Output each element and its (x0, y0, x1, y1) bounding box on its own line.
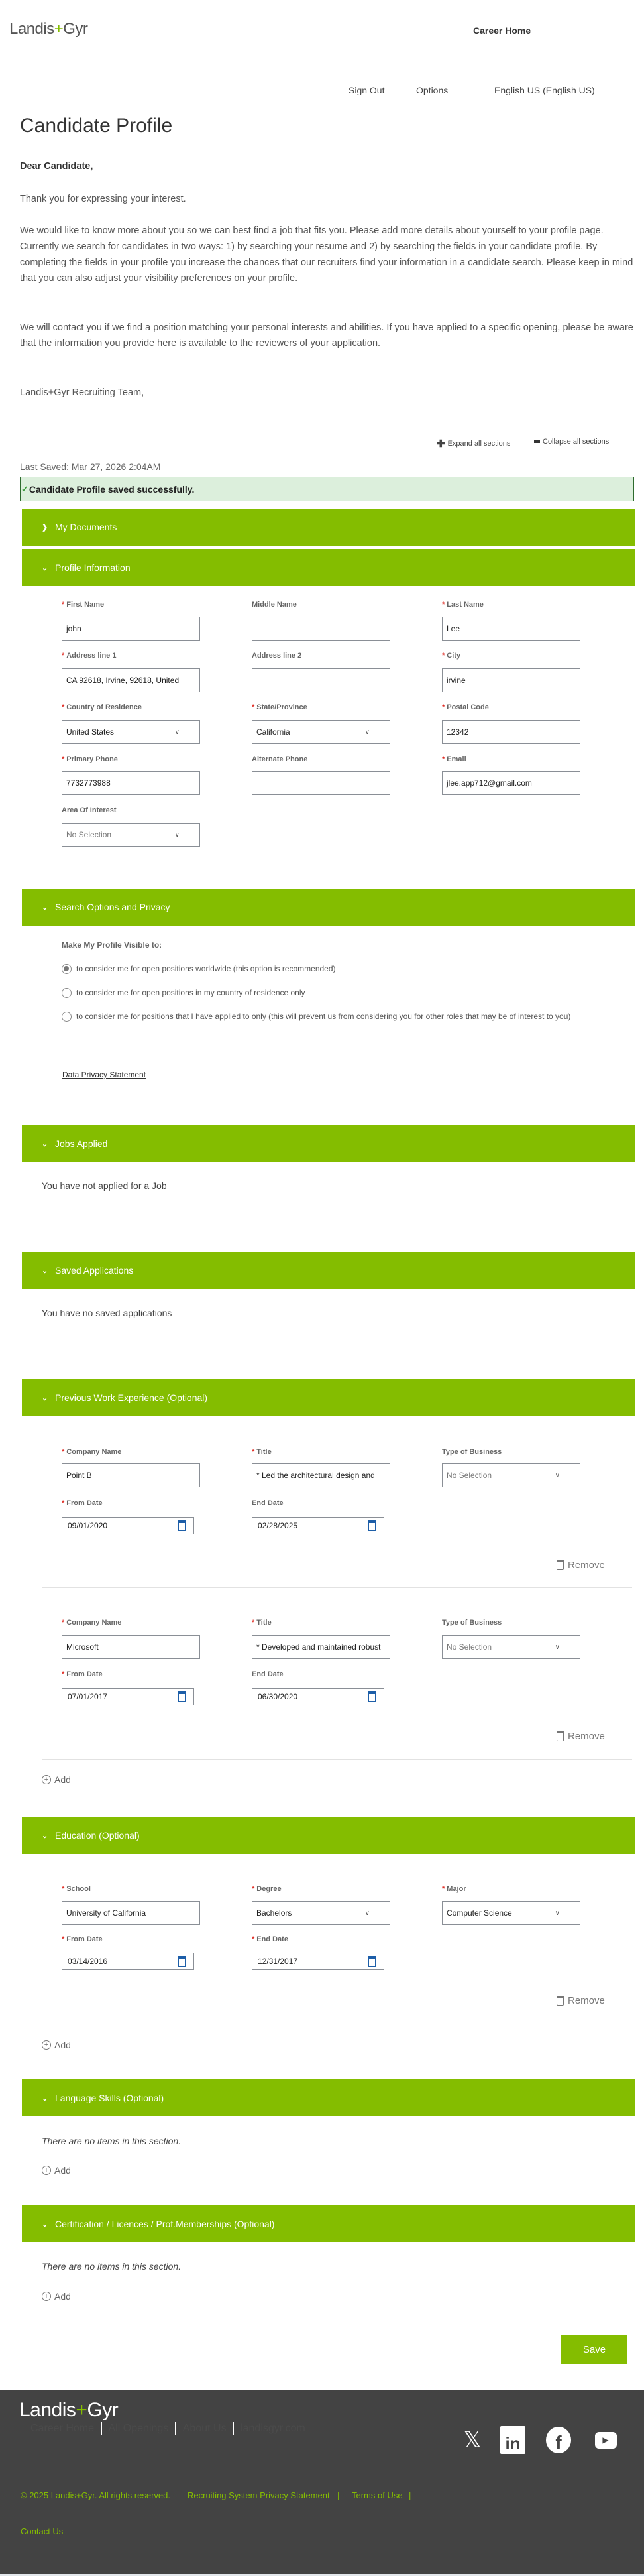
add-work-button[interactable] (42, 1774, 71, 1785)
intro-paragraph-2: We will contact you if we find a position matching your personal interests and abilities. If you have applied to a specific opening, please be aware that the information you provide here is available to the reviewers of your application. (20, 322, 633, 349)
divider (42, 1587, 632, 1588)
plus-circle-icon: + (42, 1775, 51, 1784)
section-title: Education (Optional) (55, 1830, 140, 1841)
radio-unselected[interactable] (62, 988, 72, 998)
remove-label: Remove (568, 1560, 605, 1571)
option-label: to consider me for positions that I have applied to only (this will prevent us from considering you for other roles that may be of interest to you) (76, 1012, 571, 1021)
logo-text: Landis (19, 2399, 76, 2421)
intro-signoff: Landis+Gyr Recruiting Team, (20, 387, 144, 398)
plus-circle-icon: + (42, 2292, 51, 2301)
remove-label: Remove (568, 1995, 605, 2006)
calendar-icon[interactable] (178, 1956, 186, 1967)
visibility-option-country[interactable] (62, 987, 625, 999)
end-date-label: End Date (252, 1670, 284, 1678)
address2-label: Address line 2 (252, 652, 302, 660)
date-value: 09/01/2020 (68, 1521, 108, 1530)
primary-phone-input[interactable]: 7732773988 (62, 771, 200, 795)
options-link[interactable]: Options (416, 85, 449, 95)
add-label: Add (54, 2040, 71, 2050)
email-label: * Email (442, 755, 466, 763)
chevron-down-icon: ∨ (555, 1471, 560, 1479)
state-value: California (256, 727, 290, 737)
area-of-interest-label: Area Of Interest (62, 806, 117, 814)
add-label: Add (54, 2291, 71, 2301)
remove-education-button[interactable] (557, 1995, 605, 2006)
end-date-input[interactable] (252, 1517, 384, 1534)
date-value: 07/01/2017 (68, 1692, 108, 1701)
sign-out-link[interactable]: Sign Out (349, 85, 385, 95)
chevron-down-icon: ⌄ (42, 1394, 48, 1402)
calendar-icon[interactable] (178, 1520, 186, 1531)
degree-value: Bachelors (256, 1908, 292, 1918)
section-title: Language Skills (Optional) (55, 2093, 164, 2103)
company-input[interactable]: Point B (62, 1463, 200, 1487)
major-select[interactable] (442, 1901, 580, 1925)
title-input[interactable]: * Developed and maintained robust (252, 1635, 390, 1659)
trash-icon (557, 1731, 564, 1741)
city-input[interactable]: irvine (442, 668, 580, 692)
section-title: Saved Applications (55, 1265, 134, 1276)
language-empty: There are no items in this section. (42, 2136, 182, 2146)
title-label: * Title (252, 1619, 272, 1626)
youtube-icon[interactable]: ▶ (593, 2426, 618, 2454)
calendar-icon[interactable] (178, 1691, 186, 1702)
chevron-down-icon: ⌄ (42, 1831, 48, 1840)
from-date-label: * From Date (62, 1935, 103, 1943)
last-name-label: * Last Name (442, 601, 484, 609)
end-date-label: End Date (252, 1499, 284, 1507)
footer-links (30, 2422, 305, 2435)
saved-applications-empty: You have no saved applications (42, 1308, 172, 1318)
business-type-label: Type of Business (442, 1619, 502, 1626)
chevron-down-icon: ⌄ (42, 903, 48, 912)
state-select[interactable] (252, 720, 390, 744)
section-title: My Documents (55, 522, 117, 532)
cert-empty: There are no items in this section. (42, 2261, 182, 2272)
city-label: * City (442, 652, 461, 660)
date-value: 06/30/2020 (258, 1692, 298, 1701)
section-work-experience[interactable] (22, 1379, 635, 1416)
footer-landisgyr-com[interactable]: landisgyr.com (241, 2423, 305, 2435)
visibility-label: Make My Profile Visible to: (62, 940, 162, 950)
end-date-input[interactable] (252, 1688, 384, 1705)
date-value: 12/31/2017 (258, 1957, 298, 1966)
address2-input[interactable] (252, 668, 390, 692)
country-label: * Country of Residence (62, 704, 142, 711)
calendar-icon[interactable] (368, 1956, 376, 1967)
success-banner (20, 477, 634, 501)
visibility-option-applied-only[interactable] (62, 1011, 625, 1023)
landis-gyr-logo[interactable] (9, 20, 87, 38)
logo-text-end: Gyr (87, 2399, 119, 2421)
plus-circle-icon: + (42, 2166, 51, 2175)
school-input[interactable]: University of California (62, 1901, 200, 1925)
separator: | (409, 2490, 411, 2500)
middle-name-label: Middle Name (252, 601, 297, 609)
section-jobs-applied[interactable] (22, 1125, 635, 1162)
success-message: Candidate Profile saved successfully. (28, 483, 195, 495)
intro-thanks: Thank you for expressing your interest. (20, 194, 186, 204)
end-date-label: * End Date (252, 1935, 288, 1943)
country-select[interactable] (62, 720, 200, 744)
date-value: 03/14/2016 (68, 1957, 108, 1966)
separator: | (337, 2490, 340, 2500)
plus-icon: ✚ (437, 438, 445, 450)
copyright: © 2025 Landis+Gyr. All rights reserved. (21, 2490, 171, 2500)
business-type-select[interactable] (442, 1635, 580, 1659)
footer-about-us[interactable]: About Us (182, 2423, 227, 2435)
add-education-button[interactable] (42, 2040, 71, 2050)
first-name-input[interactable]: john (62, 617, 200, 641)
option-label: to consider me for open positions worldwide (this option is recommended) (76, 964, 336, 973)
chevron-down-icon: ∨ (364, 728, 370, 736)
linkedin-icon[interactable]: in (500, 2426, 525, 2454)
jobs-applied-empty: You have not applied for a Job (42, 1180, 167, 1191)
trash-icon (557, 1560, 564, 1570)
from-date-label: * From Date (62, 1670, 103, 1678)
greeting: Dear Candidate, (20, 161, 93, 172)
chevron-down-icon: ⌄ (42, 1266, 48, 1275)
calendar-icon[interactable] (368, 1520, 376, 1531)
section-language-skills[interactable] (22, 2079, 635, 2116)
company-label: * Company Name (62, 1619, 122, 1626)
area-of-interest-select[interactable] (62, 823, 200, 847)
add-label: Add (54, 1774, 71, 1785)
separator (233, 2422, 235, 2435)
from-date-input[interactable] (62, 1517, 194, 1534)
logo-plus: + (76, 2399, 87, 2421)
section-certifications[interactable] (22, 2205, 635, 2242)
from-date-input[interactable] (62, 1688, 194, 1705)
trash-icon (557, 1996, 564, 2006)
chevron-down-icon: ∨ (174, 831, 180, 839)
minus-icon (534, 440, 540, 443)
section-profile-information[interactable] (22, 549, 635, 586)
country-value: United States (66, 727, 115, 737)
chevron-down-icon: ∨ (555, 1909, 560, 1917)
calendar-icon[interactable] (368, 1691, 376, 1702)
privacy-statement-link[interactable]: Recruiting System Privacy Statement (188, 2490, 330, 2500)
separator (175, 2422, 176, 2435)
section-education[interactable] (22, 1817, 635, 1854)
remove-work-button[interactable] (557, 1731, 605, 1742)
section-saved-applications[interactable] (22, 1252, 635, 1289)
career-home-link[interactable]: Career Home (473, 25, 531, 36)
address1-label: * Address line 1 (62, 652, 117, 660)
add-label: Add (54, 2165, 71, 2176)
logo-text: Landis (9, 20, 54, 38)
first-name-label: * First Name (62, 601, 105, 609)
company-input[interactable]: Microsoft (62, 1635, 200, 1659)
business-type-select[interactable] (442, 1463, 580, 1487)
chevron-down-icon: ∨ (174, 728, 180, 736)
page-title: Candidate Profile (20, 115, 173, 137)
logo-text-end: Gyr (63, 20, 88, 38)
intro-paragraph-1: We would like to know more about you so we can best find a job that fits you. Please add more details about yourself to your profile page. Currently we search for candidates in two ways: 1) by searching your resume and 2) by searching the fields in your candidate profile. By completing the fields in your profile you increase the chances that our recruiters find your information in a candidate search. Please keep in mind that you can also adjust your visibility preferences on your profile. (20, 225, 633, 284)
business-type-value: No Selection (447, 1471, 492, 1480)
chevron-down-icon: ⌄ (42, 2094, 48, 2103)
chevron-down-icon: ⌄ (42, 1140, 48, 1148)
from-date-input[interactable] (62, 1953, 194, 1970)
degree-select[interactable] (252, 1901, 390, 1925)
expand-all-label: Expand all sections (447, 440, 511, 448)
title-input[interactable]: * Led the architectural design and (252, 1463, 390, 1487)
check-circle-icon: ✓ (21, 483, 28, 494)
radio-unselected[interactable] (62, 1012, 72, 1022)
visibility-option-worldwide[interactable] (62, 963, 625, 975)
last-name-input[interactable]: Lee (442, 617, 580, 641)
section-title: Certification / Licences / Prof.Memberships (Optional) (55, 2219, 275, 2229)
school-label: * School (62, 1885, 91, 1893)
chevron-down-icon: ⌄ (42, 564, 48, 572)
section-title: Search Options and Privacy (55, 902, 170, 912)
company-label: * Company Name (62, 1448, 122, 1456)
business-type-label: Type of Business (442, 1448, 502, 1456)
collapse-all-button[interactable] (534, 438, 609, 446)
section-search-options[interactable] (22, 889, 635, 926)
add-language-button[interactable] (42, 2165, 71, 2176)
email-input[interactable]: jlee.app712@gmail.com (442, 771, 580, 795)
terms-of-use-link[interactable]: Terms of Use (352, 2490, 403, 2500)
data-privacy-link[interactable]: Data Privacy Statement (62, 1070, 146, 1079)
address1-input[interactable]: CA 92618, Irvine, 92618, United (62, 668, 200, 692)
chevron-down-icon: ∨ (555, 1643, 560, 1651)
contact-us-link[interactable]: Contact Us (21, 2526, 64, 2536)
state-label: * State/Province (252, 704, 307, 711)
collapse-all-label: Collapse all sections (543, 438, 610, 446)
last-saved: Last Saved: Mar 27, 2026 2:04AM (20, 461, 161, 472)
chevron-right-icon: ❯ (42, 523, 48, 532)
middle-name-input[interactable] (252, 617, 390, 641)
chevron-down-icon: ⌄ (42, 2220, 48, 2229)
section-my-documents[interactable] (22, 509, 635, 546)
end-date-input[interactable] (252, 1953, 384, 1970)
alternate-phone-input[interactable] (252, 771, 390, 795)
remove-label: Remove (568, 1731, 605, 1742)
postal-code-input[interactable]: 12342 (442, 720, 580, 744)
major-value: Computer Science (447, 1908, 512, 1918)
alternate-phone-label: Alternate Phone (252, 755, 308, 763)
footer-career-home[interactable]: Career Home (30, 2423, 95, 2435)
remove-work-button[interactable] (557, 1560, 605, 1571)
major-label: * Major (442, 1885, 466, 1893)
section-title: Jobs Applied (55, 1138, 108, 1149)
date-value: 02/28/2025 (258, 1521, 298, 1530)
section-title: Profile Information (55, 562, 131, 573)
facebook-icon[interactable]: f (546, 2426, 571, 2454)
from-date-label: * From Date (62, 1499, 103, 1507)
radio-selected[interactable] (62, 964, 72, 974)
option-label: to consider me for open positions in my country of residence only (76, 988, 305, 997)
expand-all-button[interactable] (437, 438, 510, 450)
title-label: * Title (252, 1448, 272, 1456)
degree-label: * Degree (252, 1885, 282, 1893)
chevron-down-icon: ∨ (364, 1909, 370, 1917)
language-selector[interactable]: English US (English US) (494, 85, 595, 95)
plus-circle-icon: + (42, 2040, 51, 2050)
divider (42, 1759, 632, 1760)
add-cert-button[interactable] (42, 2291, 71, 2301)
section-title: Previous Work Experience (Optional) (55, 1392, 208, 1403)
footer-logo (19, 2399, 118, 2422)
x-twitter-icon[interactable]: 𝕏 (463, 2427, 482, 2453)
area-of-interest-value: No Selection (66, 830, 112, 839)
separator (101, 2422, 102, 2435)
logo-plus: + (54, 20, 64, 38)
save-button[interactable]: Save (561, 2335, 627, 2364)
postal-code-label: * Postal Code (442, 704, 489, 711)
footer-all-openings[interactable]: All Openings (108, 2423, 169, 2435)
business-type-value: No Selection (447, 1642, 492, 1652)
primary-phone-label: * Primary Phone (62, 755, 118, 763)
